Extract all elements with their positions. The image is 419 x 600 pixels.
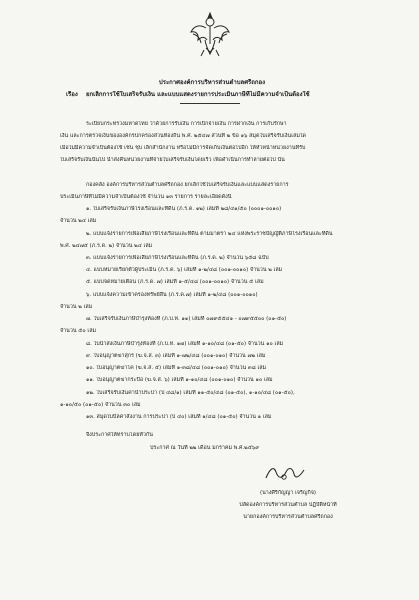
list-item: ๒. แบบแจ้งรายการเพื่อเสียภาษีโรงเรือนและที่ดิน ตามมาตรา ๒๔ แห่งพระราชบัญญัติภาษีโรงเรือนและที่ดิน xyxy=(86,231,333,237)
list-item: ๑๒. ใบเสร็จรับเงินค่าน้ำประปา (ป ๔๘/๑) เล่มที่ ๑๑-๕๐/๔๘ (๐๑-๕๐), ๑-๑๐/๔๘ (๐๑-๕๐), xyxy=(86,390,295,396)
handwritten-signature xyxy=(262,462,308,484)
signer-title: ปลัดองค์การบริหารส่วนตำบล ปฏิบัติหน้าที่ xyxy=(239,502,337,508)
list-item: จำนวน ๕๐ เล่ม xyxy=(60,328,97,334)
list-item: ๖. แบบแจ้งความเข้าครองทรัพย์สิน (ภ.ร.ด.๗) เล่มที่ ๑-๒/๔๘ (๐๐๑-๐๐๑๐) xyxy=(86,292,258,298)
list-item: ๓. แบบแจ้งรายการเพื่อเสียภาษีโรงเรือนและที่ดิน (ภ.ร.ด. ๒) จำนวน ๖๕๘ ฉบับ xyxy=(86,255,269,261)
intro-line: ใบเสร็จรับเงินนั้นไป นำส่งคืนหน่วยงานที่จ่ายใบเสร็จรับเงินโดยเร็ว เพื่อดำเนินการทำลายต่อไป นั้น xyxy=(60,157,285,163)
list-item: ๑. ใบเสร็จรับเงินภาษีโรงเรือนและที่ดิน (ภ.ร.ด. ๑๒) เล่มที่ ๒๘/๔๑/๕๐ (๐๐๐๑-๐๐๑๐) xyxy=(86,206,282,212)
signer-title: นายกองค์การบริหารส่วนตำบลศรีถกอง xyxy=(243,514,333,520)
intro-line: เมื่อไม่มีความจำเป็นต้องใช้ เช่น ชุบ เลิกสำนักงาน หรือไม่มีการจัดเก็บเงินต่อไปอีก ให้หัวหน้าหน่วยงานที่รับ xyxy=(60,145,306,151)
list-item: ๑๐. ใบอนุญาตฆ่าโค (ฆ.จ.ส. ๕) เล่มที่ ๑-๓๘/๔๘ (๐๐๑-๐๑๐) จำนวน ๓๘ เล่ม xyxy=(86,365,267,371)
list-item: ๙. ใบอนุญาตฆ่าสุกร (ฆ.จ.ส. ๓) เล่มที่ ๑-๗๒/๔๘ (๐๐๑-๐๑๐) จำนวน ๗๒ เล่ม xyxy=(86,353,266,359)
org-title: ประกาศองค์การบริหารส่วนตำบลศรีถกอง xyxy=(158,79,266,86)
list-item: ๗. ใบเสร็จรับเงินภาษีบำรุงท้องที่ (ภ.บ.ท. ๑๑) เล่มที่ ๐๗๙๕๕๔๑ - ๐๗๙๕๕๐๐ (๐๑-๕๐) xyxy=(86,316,287,322)
list-item: ๑๓. สมุดใบบิลค่าสั่งงาน การประปา (ป ๔๐) เล่มที่ ๑/๔๘ (๐๑-๕๐) จำนวน ๑ เล่ม xyxy=(86,414,272,420)
para2-line: กองคลัง องค์การบริหารส่วนตำบลศรีถกอง ยกเลิกใช้ใบเสร็จรับเงินและแบบแสดงรายการ xyxy=(86,182,289,188)
signer-name: (นางศิริกัญญา เจริญกิจ) xyxy=(260,490,316,496)
announce-date: ประกาศ ณ วันที่ ๒๒ เดือน มกราคม พ.ศ.๒๕๖๙ xyxy=(150,445,260,451)
intro-line: ระเบียบกระทรวงมหาดไทย ว่าด้วยการรับเงิน การเบิกจ่ายเงิน การฝากเงิน การเก็บรักษา xyxy=(86,121,287,127)
list-item: ๑-๑๐/๕๐ (๐๑-๕๐) จำนวน ๓๐ เล่ม xyxy=(60,402,141,408)
header-divider xyxy=(180,103,240,104)
intro-line: เงิน และการตรวจเงินขององค์กรปกครองส่วนท้องถิ่น พ.ศ. ๒๕๔๗ ส่วนที่ ๒ ข้อ ๑๖ สมุดใบเสร็จรับเงินเล่มใด xyxy=(60,133,307,139)
list-item: จำนวน ๒๔ เล่ม xyxy=(60,218,97,224)
subject-label: เรื่อง xyxy=(66,91,78,98)
subject-text: ยกเลิกการใช้ใบเสร็จรับเงิน และแบบแสดงรายการประเมินภาษีที่ไม่มีความจำเป็นต้องใช้ xyxy=(86,91,310,98)
list-item: ๔. แบบหมายเรียกตัวผู้ประเมิน (ภ.ร.ด. ๖) เล่มที่ ๑-๒/๔๘ (๐๐๑-๐๐๑๐) จำนวน ๒ เล่ม xyxy=(86,267,283,273)
list-item: ๑๑. ใบอนุญาตฆ่ากระบือ (ฆ.จ.ส. ๖) เล่มที่ ๑-๑๐/๔๘ (๐๐๑-๐๑๐) จำนวน ๑๐ เล่ม xyxy=(86,377,273,383)
garuda-emblem-icon xyxy=(189,10,231,58)
list-item: ๕. แบบจดหมายเตือน (ภ.ร.ด. ๗) เล่มที่ ๑-๕/๔๘ (๐๐๑-๐๐๑๐) จำนวน ๕ เล่ม xyxy=(86,279,264,285)
list-item: ๘. ใบนำส่งเงินภาษีบำรุงท้องที่ (ภ.บ.ท. ๑๗) เล่มที่ ๑-๑๐/๔๘ (๐๑-๕๐) จำนวน ๑๐ เล่ม xyxy=(86,341,284,347)
list-item: พ.ศ. ๒๔๗๕ (ภ.ร.ด. ๒) จำนวน ๒๔ เล่ม xyxy=(60,243,153,249)
para2-line: ประเมินภาษีที่ไม่มีความจำเป็นต้องใช้ จำนวน ๑๓ รายการ รายละเอียดดังนี้ xyxy=(60,194,232,200)
list-item: จำนวน ๒ เล่ม xyxy=(60,304,93,310)
closing-text: จึงประกาศให้ทราบโดยทั่วกัน xyxy=(86,432,153,438)
